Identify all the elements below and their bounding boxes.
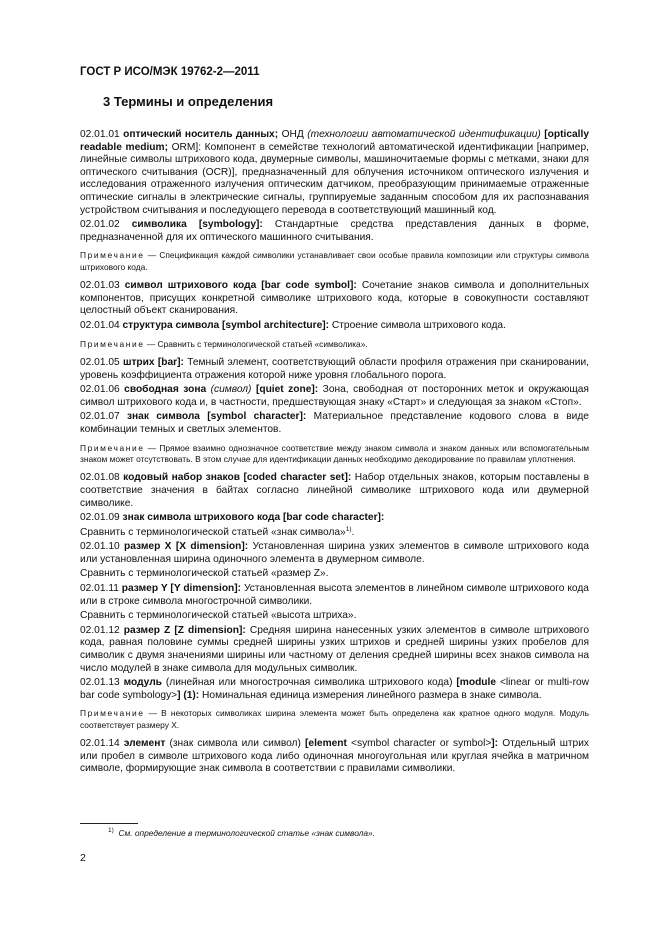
- term-name: знак символа [symbol character]:: [126, 411, 307, 423]
- term-number: 02.01.07: [80, 411, 120, 423]
- footnote-divider: [80, 823, 138, 824]
- term-name: размер Z [Z dimension]:: [123, 624, 246, 636]
- term-name: символ штрихового кода [bar code symbol]:: [124, 280, 357, 292]
- term-english-end: ]:: [491, 738, 499, 750]
- term-definition: Строение символа штрихового кода.: [331, 319, 506, 331]
- term-definition: Темный элемент, соответствующий области профиля отражения при сканировании, уровень коэффициента отражения которой ниже уровня глобального порога.: [80, 356, 589, 381]
- term-name: размер X [X dimension]:: [124, 541, 249, 553]
- term-number: 02.01.02: [80, 219, 120, 231]
- term-entry: [80, 512, 589, 525]
- footnote-mark: 1): [108, 827, 114, 834]
- compare-line: [80, 527, 589, 540]
- terms-body: [80, 129, 589, 778]
- term-abbrev: ОНД: [281, 129, 304, 140]
- term-name: размер Y [Y dimension]:: [121, 583, 242, 595]
- term-entry: [80, 583, 589, 608]
- term-number: 02.01.11: [80, 583, 119, 595]
- term-number: 02.01.04: [80, 319, 120, 331]
- note-label: Примечание: [80, 708, 145, 719]
- note-text: — Спецификация каждой символики устанавливает свои особые правила композиции или структуры символа штрихового кода.: [80, 250, 589, 272]
- term-definition: Стандартные средства представления данных в форме, предназначенной для их оптического машинного считывания.: [80, 219, 589, 243]
- term-domain: (символ): [210, 384, 252, 396]
- compare-line: [80, 568, 589, 581]
- term-entry: [80, 280, 589, 318]
- term-definition: Материальное представление кодового слова в виде комбинации темных и светлых элементов.: [80, 411, 589, 435]
- note-label: Примечание: [80, 250, 145, 261]
- note: [80, 250, 589, 273]
- term-name: элемент: [123, 738, 166, 750]
- term-entry: [80, 320, 589, 333]
- term-definition: Сочетание знаков символа и дополнительных компонентов, присущих конкретной символике штрихового кода, которые в совокупности составляют целостный объект сканирования.: [80, 280, 589, 317]
- term-name: штрих [bar]:: [122, 356, 184, 368]
- note-text: — Прямое взаимно однозначное соответствие между знаком символа и знаком данных или вспомогательным знаком может отсутствовать. В этом случае для идентификации данных необходимо декодирование по правилам уплотнения.: [80, 442, 590, 464]
- term-definition: Набор отдельных знаков, которым поставлены в соответствие значения в байтах согласно линейной символике штрихового кода или двумерной символике.: [80, 472, 589, 509]
- term-number: 02.01.05: [80, 356, 120, 368]
- note: [80, 708, 589, 731]
- footnote-ref[interactable]: 1): [345, 525, 352, 533]
- term-english-end: ] (1):: [177, 689, 200, 701]
- compare-line: [80, 610, 589, 623]
- term-entry: [80, 411, 589, 436]
- term-qualifier: (линейная или многострочная символика штрихового кода): [165, 677, 453, 689]
- term-english: [module: [456, 677, 497, 689]
- term-english: [quiet zone]:: [255, 384, 319, 396]
- term-name: символика [symbology]:: [131, 219, 263, 231]
- note: [80, 339, 589, 350]
- term-name: структура символа [symbol architecture]:: [122, 319, 330, 331]
- term-english: [optically readable medium;: [80, 129, 589, 153]
- term-number: 02.01.01: [80, 129, 120, 140]
- term-name: свободная зона: [124, 384, 207, 396]
- term-name: модуль: [123, 677, 162, 689]
- note-text: — Сравнить с терминологической статьей «символика».: [146, 338, 368, 349]
- term-entry: [80, 738, 589, 776]
- standard-header: ГОСТ Р ИСО/МЭК 19762-2—2011: [80, 66, 260, 78]
- term-entry: [80, 357, 589, 382]
- term-number: 02.01.09: [80, 512, 120, 524]
- term-entry: [80, 129, 589, 217]
- term-definition: Зона, свободная от посторонних меток и окружающая символ штрихового кода и, в частности, предшествующая знаку «Старт» и следующая за знаком «Стоп».: [80, 384, 589, 408]
- term-definition: Средняя ширина нанесенных узких элементов в символе штрихового кода, равная половине суммы средней ширины узких штрихов и средней ширины узких пробелов для символик с двумя значениями ширины или частному от деления средней ширины всех знаков символа на число модулей в знаке символа для модульных символик.: [80, 624, 589, 674]
- term-english: [element: [305, 738, 347, 750]
- term-definition: Компонент в семействе технологий автоматической идентификации [например, линейные символы штрихового кода, двумерные символы, машиночитаемые формы с метками, знаки для оптического считывания (OCR)], предназначенный для облучения источником оптического излучения и исследования отраженного излучения оптическим датчиком, преобразующим принимаемые отраженные оптические сигналы в электрические сигналы, группируемые заданным способом для их распознавания устройством считывания и последующего перевода в соответствующий машинный код.: [80, 141, 589, 216]
- footnote-text: См. определение в терминологической статье «знак символа».: [118, 828, 376, 838]
- term-number: 02.01.03: [80, 280, 120, 292]
- term-definition: Отдельный штрих или пробел в символе штрихового кода либо одиночная многоугольная или круглая ячейка в матричном символе, формирующие знак символа в соответствии с правилами символики.: [80, 738, 589, 775]
- term-number: 02.01.06: [80, 384, 120, 396]
- term-definition: Установленная высота элементов в линейном символе штрихового кода или в строке символа многострочной символики.: [80, 583, 589, 607]
- term-number: 02.01.10: [80, 541, 120, 553]
- note-label: Примечание: [80, 442, 145, 453]
- compare-text: Сравнить с терминологической статьей «высота штриха».: [80, 610, 357, 622]
- term-qualifier: (знак символа или символ): [169, 738, 301, 750]
- note-label: Примечание: [80, 338, 145, 349]
- term-entry: [80, 219, 589, 244]
- term-definition: Номинальная единица измерения линейного размера в знаке символа.: [202, 689, 542, 701]
- term-number: 02.01.14: [80, 738, 120, 750]
- term-entry: [80, 384, 589, 409]
- term-english-abbrev: ORM]:: [171, 141, 202, 153]
- term-number: 02.01.13: [80, 677, 120, 689]
- term-definition: Установленная ширина узких элементов в символе штрихового кода или установленная ширина одиночного элемента в двумерном символе.: [80, 541, 589, 565]
- compare-text: Сравнить с терминологической статьей «знак символа»: [80, 526, 346, 538]
- term-entry: [80, 472, 589, 510]
- term-english-qualifier: <symbol character or symbol>: [351, 738, 492, 750]
- term-entry: [80, 625, 589, 675]
- term-entry: [80, 541, 589, 566]
- term-name: знак символа штрихового кода [bar code character]:: [122, 512, 385, 524]
- term-name: кодовый набор знаков [coded character set]:: [123, 472, 352, 484]
- note: [80, 443, 589, 466]
- compare-text: Сравнить с терминологической статьей «размер Z».: [80, 568, 329, 580]
- term-number: 02.01.12: [80, 624, 120, 636]
- page-number: 2: [80, 852, 86, 864]
- section-title: 3 Термины и определения: [103, 94, 274, 109]
- term-domain: (технологии автоматической идентификации): [307, 129, 541, 140]
- term-english-qualifier: <linear or multi-row bar code symbology>: [80, 677, 589, 701]
- term-name: оптический носитель данных;: [123, 129, 279, 140]
- footnote: [108, 828, 375, 838]
- note-text: — В некоторых символиках ширина элемента может быть определена как кратное одного модуля. Модуль соответствует размеру X.: [80, 708, 590, 730]
- term-entry: [80, 677, 589, 702]
- term-number: 02.01.08: [80, 472, 120, 484]
- compare-end: .: [351, 526, 355, 538]
